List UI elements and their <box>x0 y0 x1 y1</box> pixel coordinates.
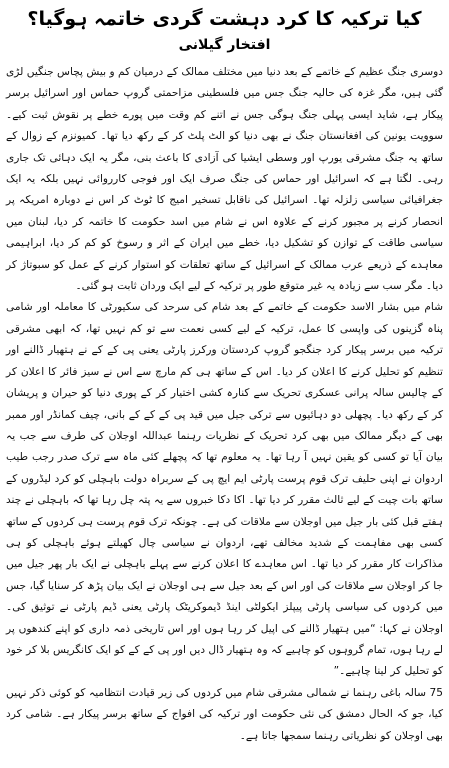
article-paragraph: شام میں بشار الاسد حکومت کے خاتمے کے بعد شام کی سرحد کی سکیورٹی کا معاملہ اور شامی پناہ گزینوں کی واپسی کا عمل، ترکیہ کے لیے کسی نعمت سے تو کم نہیں تھا، کہ ابھی مشرقی ترکیہ میں برسر پیکار کرد جنگجو گروپ کردستان ورکرز پارٹی یعنی پی کے کے نے ہتھیار ڈالنے اور تنظیم کو تحلیل کرنے کا اعلان کر دیا۔ اس کے ساتھ ہی کم مارچ سے اس نے سیز فائر کا اعلان کر کے چالیس سالہ پرانی عسکری تحریک سے کنارہ کشی اختیار کر کے پوری دنیا کو حیران و پریشان کر کے رکھ دیا۔ پچھلی دو دہائیوں سے ترکی جیل میں قید پی کے کے کے بانی، چیف کمانڈر اور ممبر بھی کے دیگر ممالک میں بھی کرد تحریک کے نظریات رہنما عبداللہ اوجلان کی طرف سے جب یہ بیان آیا تو کسی کو یقین نہیں آ رہا تھا۔ یہ معلوم تھا کہ پچھلے کئی ماہ سے ترک صدر رجب طیب اردوان نے اپنی حلیف ترک قوم پرست پارٹی ایم ایچ پی کے سربراہ دولت باہچلی کو کرد لیڈروں کے ساتھ بات چیت کے لیے ثالث مقرر کر دیا تھا۔ اکا دکا خبروں سے یہ پتہ چل رہا تھا کہ باہچلی نے چند ہفتے قبل کئی بار جیل میں اوجلان سے ملاقات کی ہے۔ چونکہ ترک قوم پرست ہی کردوں کے ساتھ کسی بھی مفاہمت کے شدید مخالف تھے، اردوان نے سیاسی چال کھیلتے ہوئے باہچلی کو ہی مذاکرات کار مقرر کر دیا تھا۔ اس معاہدے کا اعلان کرنے سے پہلے باہچلی نے ایک بار پھر جیل میں جا کر اوجلان سے ملاقات کی اور اس کے بعد جیل سے ہی اوجلان نے ایک بیان پڑھ کر سنایا گیا، جس میں کردوں کی سیاسی پارٹی پیپلز ایکولٹی اینڈ ڈیموکریٹک پارٹی یعنی ڈیم پارٹی نے توثیق کی۔ اوجلان نے کہا: “میں ہتھیار ڈالنے کی اپیل کر رہا ہوں اور اس تاریخی ذمہ داری کو اپنے کندھوں پر لے رہا ہوں، تمام گروہوں کو چاہیے کہ وہ ہتھیار ڈال دیں اور پی کے کے کو ایک کانگریس بلا کر خود کو تحلیل کر لینا چاہیے۔” <box>6 301 443 678</box>
article-body <box>6 62 443 747</box>
article-paragraph: دوسری جنگ عظیم کے خاتمے کے بعد دنیا میں مختلف ممالک کے درمیان کم و بیش پچاس جنگیں لڑی گئی ہیں، مگر غزہ کی حالیہ جنگ جس میں فلسطینی مزاحمتی گروپ حماس اور اسرائیل برسر پیکار ہے، شاید ایسی پہلی جنگ ہوگی جس نے اتنے کم وقت میں پورے خطے پر نقوش ثبت کیے۔ سوویت یونین کی افغانستان جنگ نے بھی دنیا کو الٹ پلٹ کر کے رکھ دیا تھا۔ کمیونزم کے زوال کے ساتھ یہ جنگ مشرقی یورپ اور وسطی ایشیا کی آزادی کا باعث بنی، مگر یہ ایک دہائی تک جاری رہی۔ لگتا ہے کہ اسرائیل اور حماس کی جنگ صرف ایک اور فوجی کارروائی نہیں بلکہ یہ ایک جغرافیائی سیاسی زلزلہ تھا۔ اسرائیل کی ناقابل تسخیر امیج کا ٹوٹ کر اس نے دوبارہ امریکہ پر انحصار کرنے پر مجبور کرنے کے علاوہ اس نے شام میں اسد حکومت کا خاتمہ کر دیا، لبنان میں سیاسی طاقت کے توازن کو تشکیل دیا، خطے میں ایران کے اثر و رسوخ کو کم کر دیا، ابراہیمی معاہدے کے ذریعے عرب ممالک کے اسرائیل کے ساتھ تعلقات کو استوار کرنے کے عمل کو سبوتاژ کر دیا۔ مگر سب سے زیادہ یہ غیر متوقع طور پر ترکیہ کے لیے ایک وردان ثابت ہو گئی۔ <box>6 66 443 293</box>
article-headline: کیا ترکیہ کا کرد دہشت گردی خاتمہ ہوگیا؟ <box>27 8 422 30</box>
article-author: افتخار گیلانی <box>178 37 271 53</box>
article-paragraph: 75 سالہ باغی رہنما نے شمالی مشرقی شام میں کردوں کی زیر قیادت انتظامیہ کو کوئی ذکر نہیں کیا، جو کہ الحال دمشق کی نئی حکومت اور ترکیہ کی افواج کے ساتھ برسر پیکار ہے۔ شامی کرد بھی اوجلان کو نظریاتی رہنما سمجھا جاتا ہے۔ <box>6 686 443 742</box>
